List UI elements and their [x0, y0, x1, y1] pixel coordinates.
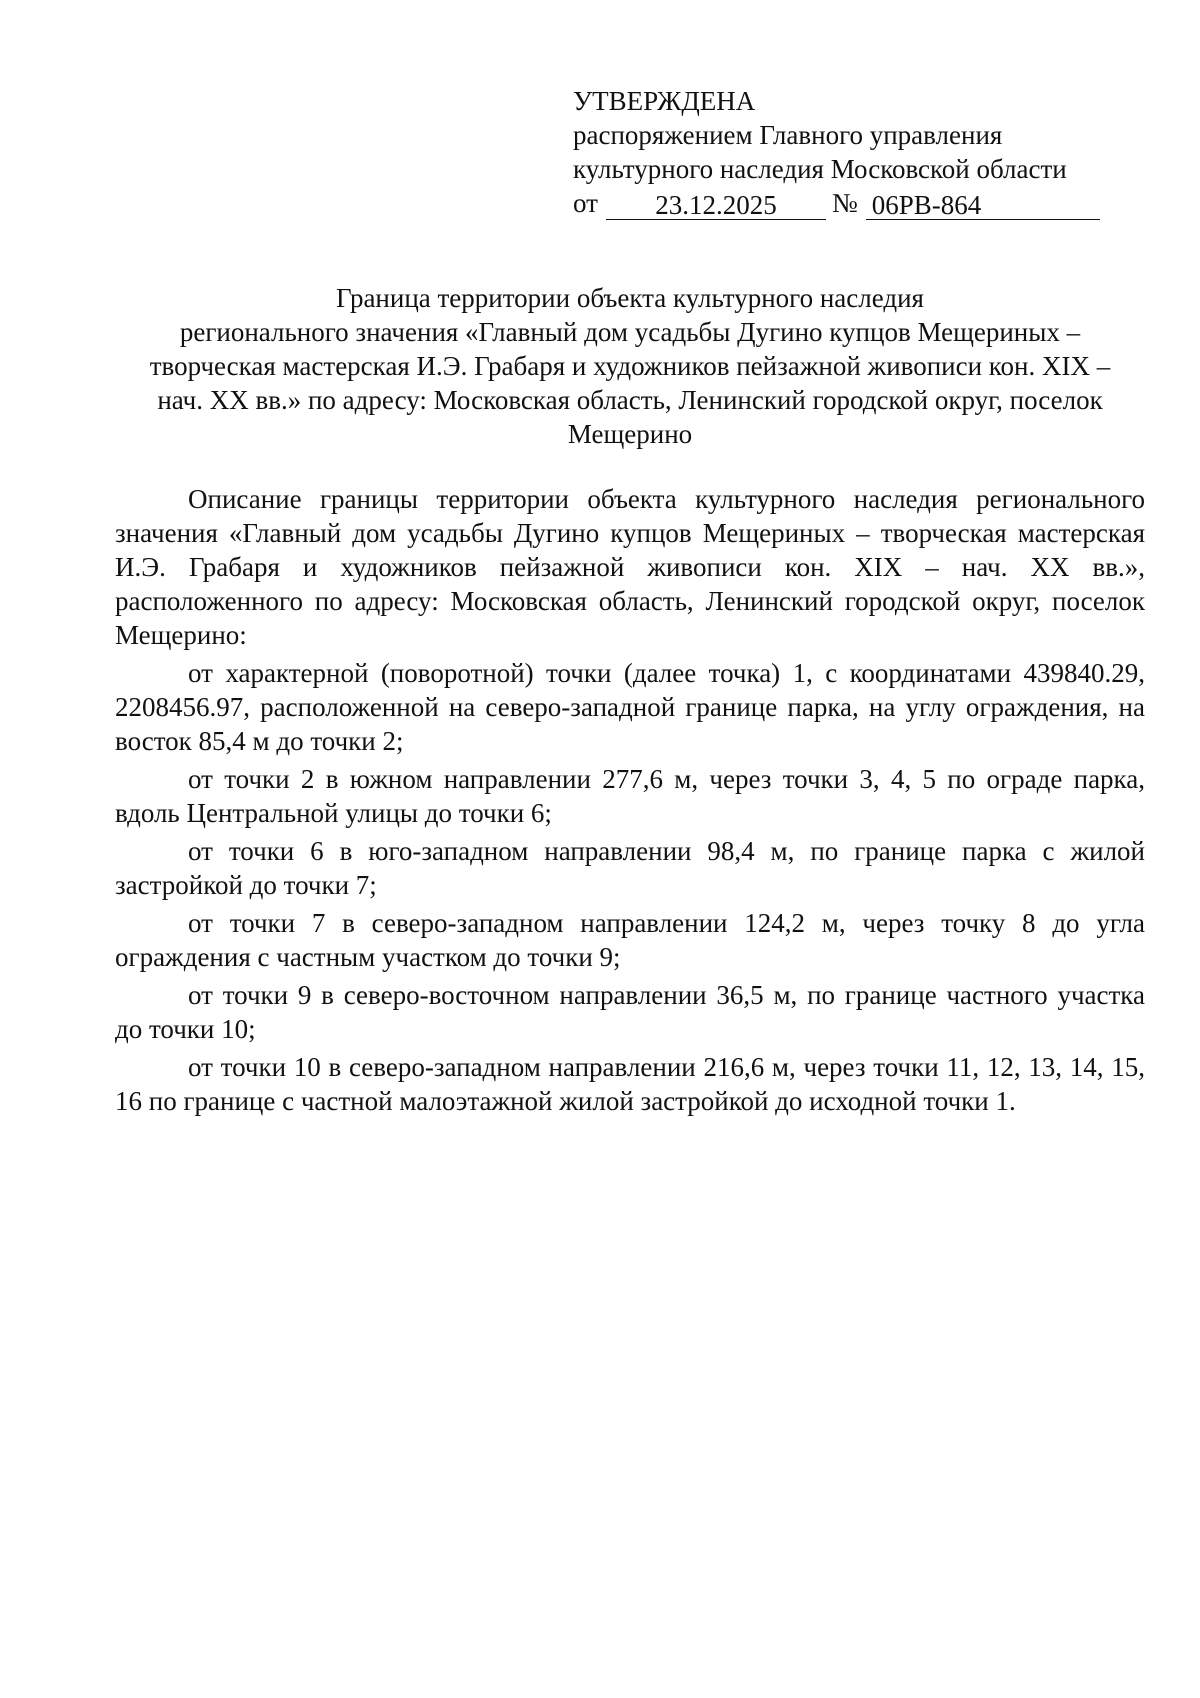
body-paragraph: от точки 2 в южном направлении 277,6 м, через точки 3, 4, 5 по ограде парка, вдоль Центральной улицы до точки 6; [115, 764, 1145, 828]
approval-number-sign: № [831, 188, 858, 218]
body-paragraph: от точки 9 в северо-восточном направлении 36,5 м, по границе частного участка до точки 10; [115, 980, 1145, 1044]
body-paragraph-intro: Описание границы территории объекта культурного наследия регионального значения «Главный дом усадьбы Дугино купцов Мещериных – творческая мастерская И.Э. Грабаря и художников пейзажной живописи кон. XIX – нач. XX вв.», расположенного по адресу: Московская область, Ленинский городской округ, поселок Мещерино: [115, 484, 1145, 650]
approval-date: 23.12.2025 [606, 191, 826, 220]
body-paragraph: от точки 7 в северо-западном направлении 124,2 м, через точку 8 до угла ограждения с частным участком до точки 9; [115, 908, 1145, 972]
approval-heading: УТВЕРЖДЕНА [573, 86, 756, 116]
body-paragraph: от характерной (поворотной) точки (далее точка) 1, с координатами 439840.29, 2208456.97, расположенной на северо-западной границе парка, на углу ограждения, на восток 85,4 м до точки 2; [115, 658, 1145, 756]
approval-ot-label: от [573, 188, 598, 218]
approval-stamp [573, 84, 1103, 220]
approval-line-2: культурного наследия Московской области [573, 154, 1067, 184]
title-line: творческая мастерская И.Э. Грабаря и художников пейзажной живописи кон. XIX – [149, 351, 1111, 381]
title-line: Мещерино [567, 419, 693, 449]
body-paragraph: от точки 10 в северо-западном направлении 216,6 м, через точки 11, 12, 13, 14, 15, 16 по границе с частной малоэтажной жилой застройкой до исходной точки 1. [115, 1052, 1145, 1116]
document-title [110, 281, 1150, 451]
title-line: Граница территории объекта культурного наследия [336, 283, 924, 313]
approval-number: 06РВ-864 [866, 191, 1100, 220]
approval-line-1: распоряжением Главного управления [573, 120, 1003, 150]
approval-date-number-row [573, 186, 1103, 220]
body-paragraph: от точки 6 в юго-западном направлении 98,4 м, по границе парка с жилой застройкой до точки 7; [115, 836, 1145, 900]
title-line: нач. XX вв.» по адресу: Московская область, Ленинский городской округ, поселок [157, 385, 1103, 415]
document-body [115, 482, 1145, 1122]
title-line: регионального значения «Главный дом усадьбы Дугино купцов Мещериных – [179, 317, 1081, 347]
